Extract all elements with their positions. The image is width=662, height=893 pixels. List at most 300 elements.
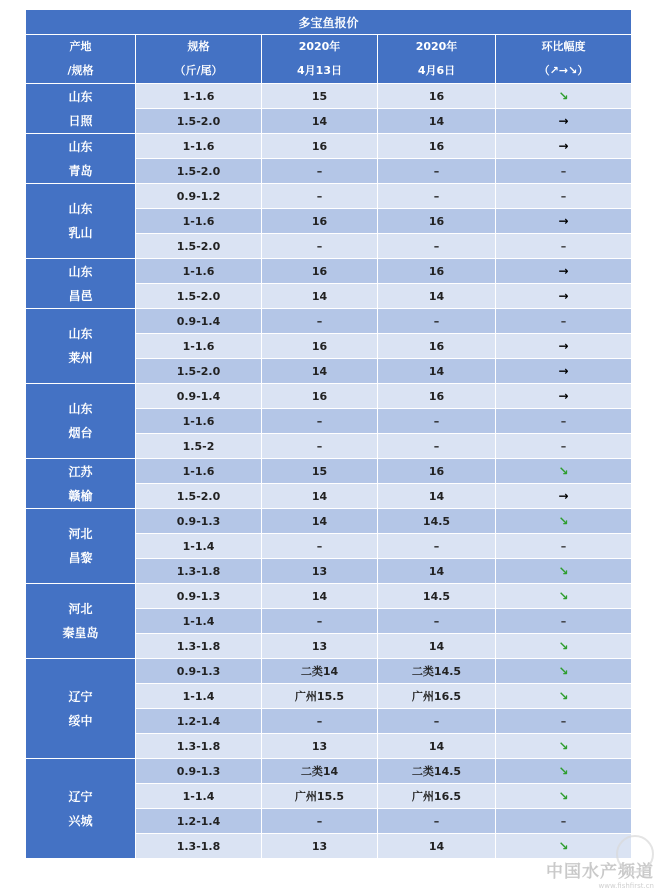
change-cell bbox=[496, 259, 632, 284]
change-cell bbox=[496, 359, 632, 384]
header-spec-line1: 规格 bbox=[187, 40, 210, 53]
spec-cell bbox=[136, 809, 262, 834]
header-current-line2: 4月13日 bbox=[297, 64, 342, 77]
current-value: 13 bbox=[311, 739, 328, 753]
previous-value: 14 bbox=[428, 739, 445, 753]
current-cell bbox=[262, 234, 378, 259]
current-cell bbox=[262, 359, 378, 384]
current-value: 16 bbox=[311, 389, 328, 403]
change-cell bbox=[496, 184, 632, 209]
spec-value: 1.5-2.0 bbox=[176, 289, 221, 303]
previous-value: 广州16.5 bbox=[411, 790, 462, 803]
right-arrow-icon: → bbox=[558, 139, 569, 153]
down-arrow-icon: ↘ bbox=[558, 689, 569, 703]
table-row bbox=[26, 459, 632, 484]
current-cell bbox=[262, 384, 378, 409]
previous-cell bbox=[378, 484, 496, 509]
spec-value: 0.9-1.3 bbox=[176, 764, 221, 778]
previous-cell bbox=[378, 384, 496, 409]
origin-city: 兴城 bbox=[68, 813, 93, 828]
spec-cell bbox=[136, 234, 262, 259]
origin-cell bbox=[26, 759, 136, 859]
header-change bbox=[496, 35, 632, 84]
current-value: – bbox=[316, 614, 323, 628]
current-value: 14 bbox=[311, 114, 328, 128]
spec-cell bbox=[136, 409, 262, 434]
origin-city: 日照 bbox=[68, 113, 93, 128]
previous-value: 16 bbox=[428, 264, 445, 278]
table-row bbox=[26, 134, 632, 159]
origin-cell bbox=[26, 309, 136, 384]
previous-cell bbox=[378, 559, 496, 584]
origin-province: 河北 bbox=[68, 527, 93, 541]
change-cell bbox=[496, 509, 632, 534]
table-row bbox=[26, 309, 632, 334]
current-value: 14 bbox=[311, 289, 328, 303]
header-change-line2: （↗→↘） bbox=[538, 64, 589, 77]
previous-value: – bbox=[433, 414, 440, 428]
origin-province: 山东 bbox=[68, 327, 93, 341]
previous-value: 16 bbox=[428, 89, 445, 103]
change-cell bbox=[496, 309, 632, 334]
current-value: 14 bbox=[311, 514, 328, 528]
spec-cell bbox=[136, 834, 262, 859]
current-value: 15 bbox=[311, 464, 328, 478]
change-cell bbox=[496, 609, 632, 634]
current-cell bbox=[262, 509, 378, 534]
spec-value: 1-1.6 bbox=[182, 264, 215, 278]
spec-cell bbox=[136, 209, 262, 234]
spec-value: 1.5-2.0 bbox=[176, 489, 221, 503]
table-row bbox=[26, 659, 632, 684]
current-cell bbox=[262, 134, 378, 159]
current-cell bbox=[262, 734, 378, 759]
down-arrow-icon: ↘ bbox=[558, 464, 569, 478]
spec-value: 1.3-1.8 bbox=[176, 639, 221, 653]
previous-cell bbox=[378, 784, 496, 809]
current-value: – bbox=[316, 239, 323, 253]
previous-cell bbox=[378, 309, 496, 334]
spec-value: 1.2-1.4 bbox=[176, 714, 221, 728]
change-cell bbox=[496, 709, 632, 734]
previous-cell bbox=[378, 459, 496, 484]
spec-cell bbox=[136, 609, 262, 634]
previous-cell bbox=[378, 159, 496, 184]
previous-value: 16 bbox=[428, 464, 445, 478]
origin-cell bbox=[26, 184, 136, 259]
previous-value: 14 bbox=[428, 114, 445, 128]
right-arrow-icon: → bbox=[558, 214, 569, 228]
previous-value: – bbox=[433, 614, 440, 628]
previous-value: 14 bbox=[428, 839, 445, 853]
spec-cell bbox=[136, 159, 262, 184]
dash-placeholder: – bbox=[560, 714, 567, 728]
change-cell bbox=[496, 209, 632, 234]
previous-cell bbox=[378, 334, 496, 359]
header-spec bbox=[136, 35, 262, 84]
spec-cell bbox=[136, 534, 262, 559]
previous-cell bbox=[378, 834, 496, 859]
spec-value: 1.5-2.0 bbox=[176, 239, 221, 253]
previous-value: 14.5 bbox=[422, 589, 451, 603]
spec-cell bbox=[136, 684, 262, 709]
origin-province: 山东 bbox=[68, 89, 93, 104]
spec-cell bbox=[136, 359, 262, 384]
spec-value: 1.3-1.8 bbox=[176, 739, 221, 753]
previous-cell bbox=[378, 434, 496, 459]
current-cell bbox=[262, 484, 378, 509]
change-cell bbox=[496, 559, 632, 584]
origin-province: 河北 bbox=[68, 602, 93, 616]
change-cell bbox=[496, 109, 632, 134]
previous-value: 16 bbox=[428, 339, 445, 353]
origin-city: 昌邑 bbox=[68, 288, 93, 303]
spec-cell bbox=[136, 484, 262, 509]
change-cell bbox=[496, 284, 632, 309]
spec-cell bbox=[136, 459, 262, 484]
header-spec-line2: （斤/尾） bbox=[174, 64, 223, 77]
previous-value: 二类14.5 bbox=[411, 665, 462, 678]
origin-cell bbox=[26, 134, 136, 184]
change-cell bbox=[496, 834, 632, 859]
origin-city: 秦皇岛 bbox=[62, 626, 99, 640]
down-arrow-icon: ↘ bbox=[558, 89, 569, 103]
origin-cell bbox=[26, 584, 136, 659]
previous-value: 16 bbox=[428, 139, 445, 153]
previous-value: 16 bbox=[428, 214, 445, 228]
previous-value: 14 bbox=[428, 489, 445, 503]
spec-cell bbox=[136, 509, 262, 534]
current-cell bbox=[262, 184, 378, 209]
spec-value: 0.9-1.3 bbox=[176, 514, 221, 528]
down-arrow-icon: ↘ bbox=[558, 789, 569, 803]
current-cell bbox=[262, 209, 378, 234]
spec-value: 1.5-2.0 bbox=[176, 164, 221, 178]
spec-cell bbox=[136, 584, 262, 609]
previous-cell bbox=[378, 809, 496, 834]
spec-value: 0.9-1.4 bbox=[176, 314, 221, 328]
current-value: 二类14 bbox=[300, 665, 339, 678]
current-value: 14 bbox=[311, 589, 328, 603]
right-arrow-icon: → bbox=[558, 339, 569, 353]
previous-cell bbox=[378, 184, 496, 209]
previous-cell bbox=[378, 209, 496, 234]
dash-placeholder: – bbox=[560, 614, 567, 628]
watermark-url: www.fishfirst.cn bbox=[598, 882, 654, 890]
previous-value: 广州16.5 bbox=[411, 690, 462, 703]
spec-cell bbox=[136, 559, 262, 584]
current-value: 广州15.5 bbox=[294, 790, 345, 803]
change-cell bbox=[496, 659, 632, 684]
current-cell bbox=[262, 159, 378, 184]
spec-cell bbox=[136, 759, 262, 784]
previous-cell bbox=[378, 609, 496, 634]
origin-city: 赣榆 bbox=[68, 488, 93, 503]
previous-value: – bbox=[433, 539, 440, 553]
current-value: 14 bbox=[311, 364, 328, 378]
origin-cell bbox=[26, 384, 136, 459]
current-value: 13 bbox=[311, 839, 328, 853]
down-arrow-icon: ↘ bbox=[558, 839, 569, 853]
previous-cell bbox=[378, 234, 496, 259]
current-value: 广州15.5 bbox=[294, 690, 345, 703]
origin-city: 青岛 bbox=[68, 163, 93, 178]
current-value: 13 bbox=[311, 639, 328, 653]
change-cell bbox=[496, 534, 632, 559]
down-arrow-icon: ↘ bbox=[558, 764, 569, 778]
change-cell bbox=[496, 684, 632, 709]
current-value: 二类14 bbox=[300, 765, 339, 778]
previous-cell bbox=[378, 84, 496, 109]
table-row bbox=[26, 259, 632, 284]
spec-value: 0.9-1.2 bbox=[176, 189, 221, 203]
watermark-logo bbox=[504, 857, 654, 890]
current-cell bbox=[262, 559, 378, 584]
spec-cell bbox=[136, 184, 262, 209]
current-value: – bbox=[316, 164, 323, 178]
change-cell bbox=[496, 759, 632, 784]
table-row bbox=[26, 384, 632, 409]
change-cell bbox=[496, 584, 632, 609]
current-value: 15 bbox=[311, 89, 328, 103]
previous-cell bbox=[378, 509, 496, 534]
change-cell bbox=[496, 234, 632, 259]
current-cell bbox=[262, 759, 378, 784]
change-cell bbox=[496, 134, 632, 159]
previous-value: – bbox=[433, 239, 440, 253]
previous-cell bbox=[378, 284, 496, 309]
dash-placeholder: – bbox=[560, 814, 567, 828]
current-value: – bbox=[316, 439, 323, 453]
current-cell bbox=[262, 534, 378, 559]
current-value: 13 bbox=[311, 564, 328, 578]
spec-cell bbox=[136, 734, 262, 759]
price-table bbox=[25, 9, 632, 859]
spec-cell bbox=[136, 709, 262, 734]
spec-value: 1-1.6 bbox=[182, 139, 215, 153]
origin-cell bbox=[26, 259, 136, 309]
down-arrow-icon: ↘ bbox=[558, 739, 569, 753]
previous-cell bbox=[378, 634, 496, 659]
spec-value: 0.9-1.3 bbox=[176, 589, 221, 603]
previous-value: – bbox=[433, 714, 440, 728]
spec-cell bbox=[136, 84, 262, 109]
previous-cell bbox=[378, 359, 496, 384]
current-cell bbox=[262, 634, 378, 659]
header-origin bbox=[26, 35, 136, 84]
dash-placeholder: – bbox=[560, 439, 567, 453]
origin-cell bbox=[26, 509, 136, 584]
previous-value: 14 bbox=[428, 289, 445, 303]
current-value: 16 bbox=[311, 214, 328, 228]
spec-cell bbox=[136, 784, 262, 809]
current-value: – bbox=[316, 814, 323, 828]
origin-city: 莱州 bbox=[68, 351, 93, 365]
down-arrow-icon: ↘ bbox=[558, 564, 569, 578]
change-cell bbox=[496, 384, 632, 409]
spec-value: 1.5-2.0 bbox=[176, 364, 221, 378]
spec-value: 1-1.6 bbox=[182, 89, 215, 103]
spec-cell bbox=[136, 309, 262, 334]
change-cell bbox=[496, 84, 632, 109]
current-value: – bbox=[316, 414, 323, 428]
origin-province: 山东 bbox=[68, 402, 93, 416]
dash-placeholder: – bbox=[560, 539, 567, 553]
origin-city: 乳山 bbox=[68, 226, 93, 240]
down-arrow-icon: ↘ bbox=[558, 664, 569, 678]
current-value: 16 bbox=[311, 339, 328, 353]
previous-value: – bbox=[433, 814, 440, 828]
watermark-text: 中国水产频道 bbox=[546, 862, 654, 882]
current-cell bbox=[262, 809, 378, 834]
header-origin-line2: /规格 bbox=[67, 64, 94, 77]
table-row bbox=[26, 584, 632, 609]
header-origin-line1: 产地 bbox=[69, 40, 92, 53]
previous-cell bbox=[378, 659, 496, 684]
current-cell bbox=[262, 709, 378, 734]
change-cell bbox=[496, 159, 632, 184]
dash-placeholder: – bbox=[560, 164, 567, 178]
previous-value: 14 bbox=[428, 364, 445, 378]
origin-province: 江苏 bbox=[68, 464, 93, 479]
spec-cell bbox=[136, 259, 262, 284]
spec-value: 0.9-1.3 bbox=[176, 664, 221, 678]
spec-cell bbox=[136, 134, 262, 159]
spec-cell bbox=[136, 659, 262, 684]
header-current-line1: 2020年 bbox=[298, 40, 341, 53]
spec-cell bbox=[136, 109, 262, 134]
current-value: – bbox=[316, 714, 323, 728]
table-row bbox=[26, 84, 632, 109]
current-cell bbox=[262, 609, 378, 634]
current-cell bbox=[262, 784, 378, 809]
current-cell bbox=[262, 834, 378, 859]
change-cell bbox=[496, 634, 632, 659]
current-cell bbox=[262, 309, 378, 334]
spec-value: 1-1.4 bbox=[182, 614, 215, 628]
spec-value: 1.3-1.8 bbox=[176, 564, 221, 578]
dash-placeholder: – bbox=[560, 414, 567, 428]
spec-value: 1.2-1.4 bbox=[176, 814, 221, 828]
origin-city: 烟台 bbox=[68, 426, 93, 440]
origin-city: 绥中 bbox=[68, 713, 93, 728]
previous-cell bbox=[378, 734, 496, 759]
origin-city: 昌黎 bbox=[68, 551, 93, 565]
change-cell bbox=[496, 809, 632, 834]
down-arrow-icon: ↘ bbox=[558, 514, 569, 528]
origin-province: 山东 bbox=[68, 264, 93, 279]
spec-value: 1-1.6 bbox=[182, 414, 215, 428]
current-value: 16 bbox=[311, 139, 328, 153]
down-arrow-icon: ↘ bbox=[558, 589, 569, 603]
origin-cell bbox=[26, 459, 136, 509]
previous-value: – bbox=[433, 439, 440, 453]
spec-value: 1-1.6 bbox=[182, 214, 215, 228]
previous-cell bbox=[378, 134, 496, 159]
current-value: 16 bbox=[311, 264, 328, 278]
previous-cell bbox=[378, 259, 496, 284]
change-cell bbox=[496, 459, 632, 484]
origin-province: 山东 bbox=[68, 139, 93, 154]
origin-cell bbox=[26, 659, 136, 759]
change-cell bbox=[496, 784, 632, 809]
spec-value: 0.9-1.4 bbox=[176, 389, 221, 403]
right-arrow-icon: → bbox=[558, 264, 569, 278]
previous-cell bbox=[378, 584, 496, 609]
spec-value: 1-1.4 bbox=[182, 539, 215, 553]
spec-cell bbox=[136, 434, 262, 459]
change-cell bbox=[496, 334, 632, 359]
previous-value: – bbox=[433, 164, 440, 178]
spec-value: 1.5-2.0 bbox=[176, 114, 221, 128]
dash-placeholder: – bbox=[560, 314, 567, 328]
spec-cell bbox=[136, 284, 262, 309]
current-cell bbox=[262, 334, 378, 359]
spec-value: 1-1.6 bbox=[182, 464, 215, 478]
previous-value: – bbox=[433, 189, 440, 203]
spec-value: 1-1.4 bbox=[182, 789, 215, 803]
current-cell bbox=[262, 409, 378, 434]
previous-value: 16 bbox=[428, 389, 445, 403]
table-body bbox=[26, 84, 632, 859]
current-value: – bbox=[316, 314, 323, 328]
current-cell bbox=[262, 684, 378, 709]
origin-province: 辽宁 bbox=[68, 689, 93, 704]
current-cell bbox=[262, 259, 378, 284]
previous-cell bbox=[378, 109, 496, 134]
change-cell bbox=[496, 734, 632, 759]
globe-icon bbox=[616, 835, 654, 873]
dash-placeholder: – bbox=[560, 189, 567, 203]
origin-province: 山东 bbox=[68, 202, 93, 216]
previous-cell bbox=[378, 684, 496, 709]
current-cell bbox=[262, 584, 378, 609]
spec-cell bbox=[136, 334, 262, 359]
spec-cell bbox=[136, 384, 262, 409]
header-previous-line2: 4月6日 bbox=[417, 64, 456, 77]
spec-value: 1.3-1.8 bbox=[176, 839, 221, 853]
previous-value: – bbox=[433, 314, 440, 328]
spec-value: 1.5-2 bbox=[182, 439, 215, 453]
down-arrow-icon: ↘ bbox=[558, 639, 569, 653]
change-cell bbox=[496, 409, 632, 434]
current-cell bbox=[262, 84, 378, 109]
right-arrow-icon: → bbox=[558, 489, 569, 503]
right-arrow-icon: → bbox=[558, 364, 569, 378]
current-cell bbox=[262, 459, 378, 484]
spec-cell bbox=[136, 634, 262, 659]
dash-placeholder: – bbox=[560, 239, 567, 253]
table-title: 多宝鱼报价 bbox=[26, 10, 632, 35]
current-cell bbox=[262, 109, 378, 134]
previous-value: 14 bbox=[428, 564, 445, 578]
previous-cell bbox=[378, 409, 496, 434]
table-row bbox=[26, 184, 632, 209]
header-current-date bbox=[262, 35, 378, 84]
previous-cell bbox=[378, 759, 496, 784]
table-row bbox=[26, 759, 632, 784]
right-arrow-icon: → bbox=[558, 389, 569, 403]
header-previous-date bbox=[378, 35, 496, 84]
current-cell bbox=[262, 434, 378, 459]
previous-value: 14 bbox=[428, 639, 445, 653]
current-value: 14 bbox=[311, 489, 328, 503]
current-value: – bbox=[316, 189, 323, 203]
current-cell bbox=[262, 284, 378, 309]
change-cell bbox=[496, 484, 632, 509]
previous-cell bbox=[378, 709, 496, 734]
current-cell bbox=[262, 659, 378, 684]
